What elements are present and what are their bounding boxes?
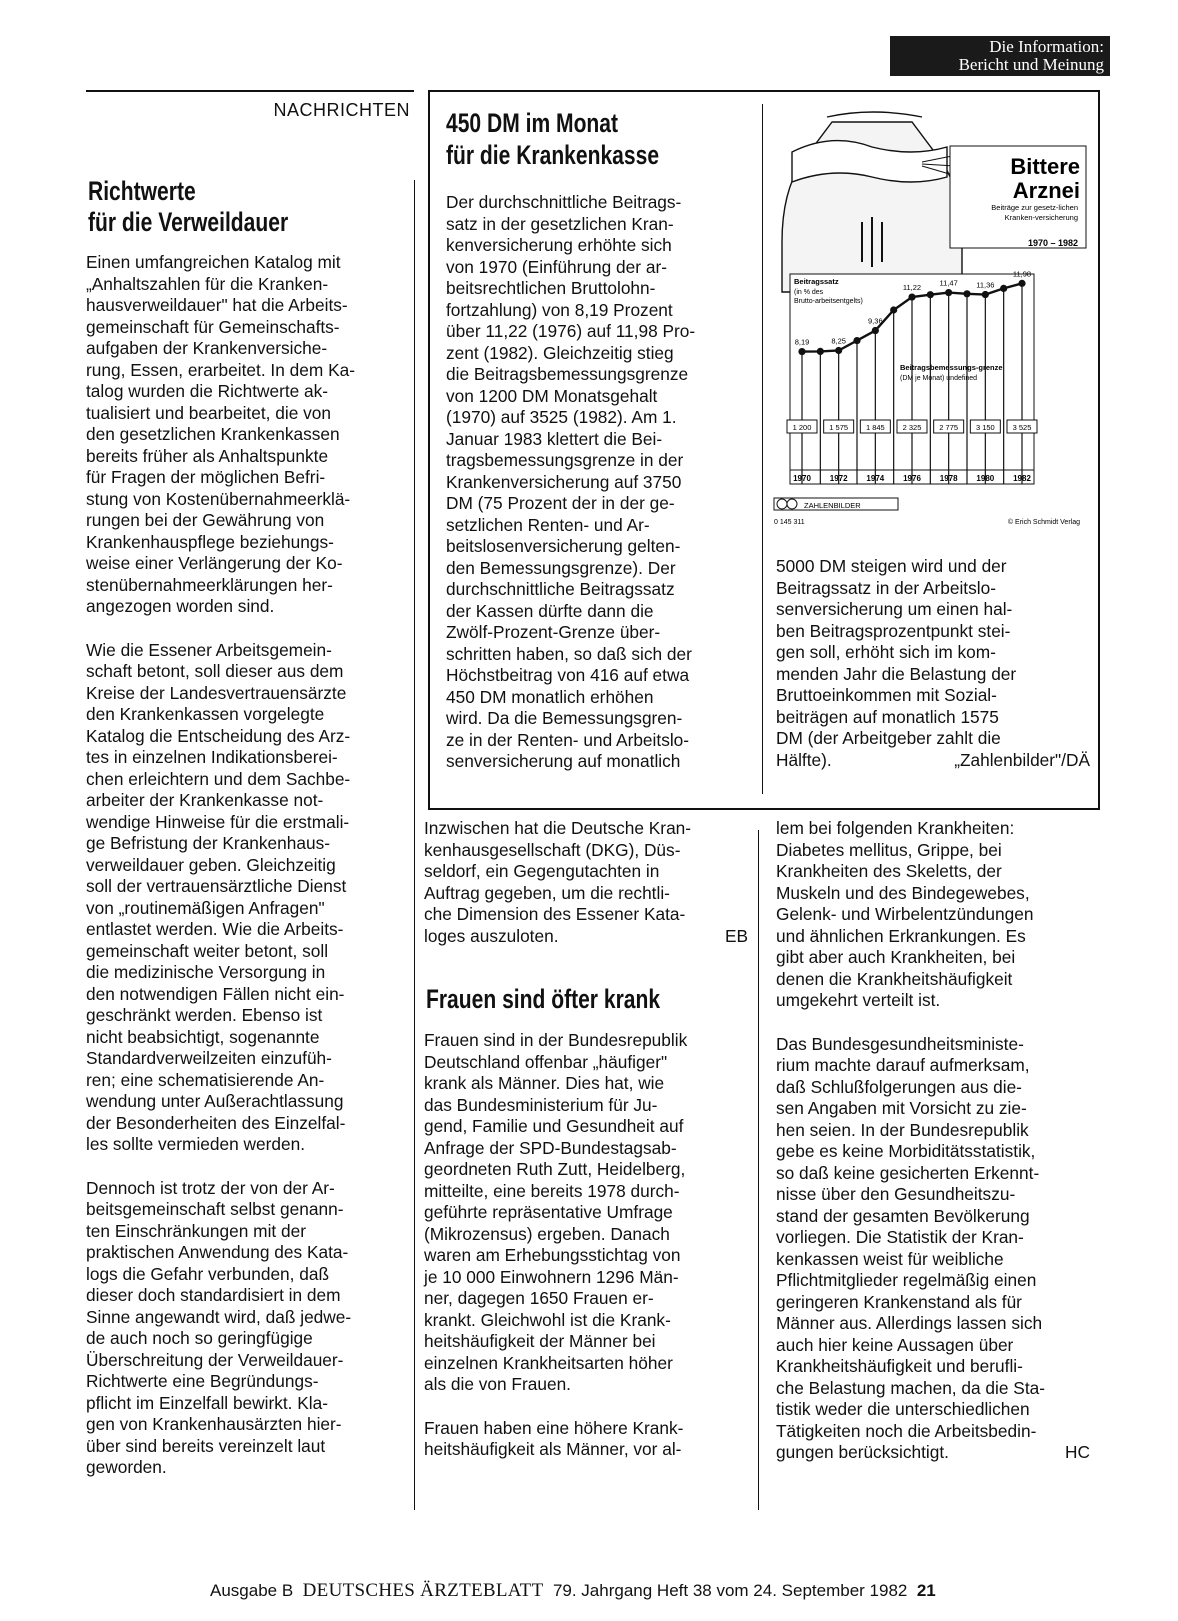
article1-paragraph-1: Einen umfangreichen Katalog mit „Anhaltszahlen für die Kranken- hausverweildauer" hat die Arbeits- gemeinschaft für Gemeinschafts- aufgaben der Krankenversiche- rung, Essen, erarbeitet. In dem Ka- talog wurden die Richtwerte ak- tualisiert und bearbeitet, die von den gesetzlichen Krankenkassen bereits früher als Anhaltspunkte für Fragen der möglichen Befri- stung von Kostenübernahmeerklä- rungen bei der Gewährung von Krankenhauspflege beziehungs- weise einer Verlängerung der Ko- stenübernahmeerklärungen her- angezogen worden sind.: [86, 252, 355, 616]
series1-data-label: 8,25: [831, 336, 846, 346]
continuation-signature: EB: [724, 925, 748, 946]
banner-line1: Die Information:: [989, 37, 1104, 56]
article3-right-text: Das Bundesgesundheitsministe- rium machte darauf aufmerksam, daß Schlußfolgerungen aus die- sen Angaben mit Vorsicht zu zie- hen seien. In der Bundesrepublik gebe es keine Morbiditätsstatistik, so daß keine gesicherten Erkennt- nisse über den Gesundheitszu- stand der gesamten Bevölkerung vorliegen. Die Statistik der Kran- kenkassen weist für weibliche Pflichtmitglieder regelmäßig einen geringeren Krankenstand als für Männer aus. Allerdings lassen sich auch hier keine Aussagen über Krankheitshäufigkeit und berufli- che Belastung machen, da die Sta- tistik weder die unterschiedlichen Tätigkeiten noch die Arbeitsbedin- gungen berücksichtigt.: [776, 1033, 1045, 1462]
article1-paragraph-2: Wie die Essener Arbeitsgemein- schaft betont, soll dieser aus dem Kreise der Landesvertrauensärzte den Krankenkassen vorgelegte Katalog die Entscheidung des Arz- tes in einzelnen Indikationsberei- chen erleichtern und dem Sachbe- arbeiter der Krankenkasse not- wendige Hinweise für die erstmali- ge Befristung der Krankenhaus- verweildauer geben. Gleichzeitig soll der vertrauensärztliche Dienst von „routinemäßigen Anfragen" entlastet werden. Wie die Arbeits- gemeinschaft weiter betont, soll die medizinische Versorgung in den notwendigen Fällen nicht ein- geschränkt werden. Ebenso ist nicht beabsichtigt, sogenannte Standardverweilzeiten einzufüh- ren; eine schematisierende An- wendung unter Außerachtlassung der Besonderheiten des Einzelfal- les sollte vermieden werden.: [86, 639, 351, 1154]
article1-headline-line1: Richtwerte: [88, 176, 196, 206]
chart-title-line1: Bittere: [1010, 154, 1080, 179]
series1-data-label: 11,22: [902, 283, 922, 293]
series1-point: [872, 327, 879, 334]
column-rule-1: [414, 180, 415, 1510]
series1-data-label: 11,36: [976, 280, 995, 290]
series1-point: [963, 290, 970, 297]
box-mid-rule: [762, 104, 763, 794]
article1-paragraph-3: Dennoch ist trotz der von der Ar- beitsgemeinschaft selbst genann- ten Einschränkungen mit der praktischen Anwendung des Kata- logs die Gefahr verbunden, daß dieser doch standardisiert in dem Sinne angewandt wird, daß jedwe- de auch noch so geringfügige Überschreitung der Verweildauer- Richtwerte eine Begründungs- pflicht im Einzelfall bewirkt. Kla- gen von Krankenhausärzten hier- über sind bereits vereinzelt laut geworden.: [86, 1177, 352, 1477]
article2-body: [446, 192, 750, 773]
section-label: NACHRICHTEN: [273, 100, 410, 120]
series2-value-label: 3 525: [1012, 423, 1032, 432]
series1-point: [1018, 280, 1025, 287]
series1-point: [927, 291, 934, 298]
column-rule-2: [758, 830, 759, 1510]
continuation-text: Inzwischen hat die Deutsche Kran- kenhausgesellschaft (DKG), Düs- seldorf, ein Gegengutachten in Auftrag gegeben, um die rechtli- che Dimension des Essener Kata- loges auszuloten.: [424, 818, 692, 946]
article2-right-text: 5000 DM steigen wird und der Beitragssatz in der Arbeitslo- senversicherung um einen hal- ben Beitragsprozentpunkt stei- gen soll, erhöht sich im kom- menden Jahr die Belastung der Bruttoeinkommen mit Sozial- beiträgen auf monatlich 1575 DM (der Arbeitgeber zahlt die Hälfte).: [776, 556, 1017, 770]
chart-credit: © Erich Schmidt Verlag: [1007, 519, 1080, 526]
series2-legend-line2: (DM je Monat) undefined: [900, 375, 978, 382]
series1-legend-line2: (in % des: [794, 289, 824, 296]
series2-value-label: 2 325: [902, 423, 922, 432]
article2-body-right: [776, 556, 1090, 771]
series1-point: [945, 289, 952, 296]
x-tick-label: 1980: [976, 474, 995, 483]
series1-data-label: 9,36: [868, 316, 883, 326]
series2-value-label: 1 845: [865, 423, 885, 432]
page-footer: [210, 1580, 1100, 1602]
series2-value-label: 1 575: [829, 423, 849, 432]
article2-headline-line1: 450 DM im Monat: [446, 108, 619, 138]
footer-journal: DEUTSCHES ÄRZTEBLATT: [302, 1580, 544, 1601]
bottle-illustration: [782, 112, 977, 292]
chart-code: 0 145 311: [774, 519, 805, 526]
series1-point: [908, 293, 915, 300]
series2-value-label: 2 775: [939, 423, 959, 432]
article2-paragraph: Der durchschnittliche Beitrags- satz in der gesetzlichen Kran- kenversicherung erhöhte sich von 1970 (Einführung der ar- beitsrechtlichen Bruttolohn- fortzahlung) von 8,19 Prozent über 11,22 (1976) auf 11,98 Pro- zent (1982). Gleichzeitig stieg die Beitragsbemessungsgrenze von 1200 DM Monatsgehalt (1970) auf 3525 (1982). Am 1. Januar 1983 klettert die Bei- tragsbemessungsgrenze in der Krankenversicherung auf 3750 DM (75 Prozent der in der ge- setzlichen Renten- und Ar- beitslosenversicherung gelten- den Bemessungsgrenze). Der durchschnittliche Beitragssatz der Kassen dürfte dann die Zwölf-Prozent-Grenze über- schritten haben, so daß sich der Höchstbeitrag von 416 auf etwa 450 DM monatlich erhöhen wird. Da die Bemessungsgren- ze in der Renten- und Arbeitslo- senversicherung auf monatlich: [446, 192, 696, 771]
chart-period: 1970 – 1982: [1027, 238, 1078, 248]
article3-signature: HC: [1065, 1442, 1090, 1462]
chart-subtitle-line2: Kranken-versicherung: [1004, 213, 1078, 222]
series1-legend-line3: Brutto-arbeitsentgelts): [794, 298, 863, 305]
series1-data-label: 11,98: [1012, 269, 1032, 279]
series1-point: [835, 347, 842, 354]
continuation-body: [424, 818, 748, 947]
source-badge-label: ZAHLENBILDER: [804, 501, 861, 510]
banner-line2: Bericht und Meinung: [958, 55, 1104, 74]
x-tick-label: 1978: [939, 474, 958, 483]
series1-legend-line1: Beitragssatz: [794, 277, 839, 286]
article3-paragraph-1: Frauen sind in der Bundesrepublik Deutschland offenbar „häufiger" krank als Männer. Dies hat, wie das Bundesministerium für Ju- gend, Familie und Gesundheit auf Anfrage der SPD-Bundestagsab- geordneten Ruth Zutt, Heidelberg, mitteilte, eine bereits 1978 durch- geführte repräsentative Umfrage (Mikrozensus) ergeben. Danach waren am Erhebungsstichtag von je 10 000 Einwohnern 1296 Män- ner, dagegen 1650 Frauen er- krankt. Gleichwohl ist die Krank- heitshäufigkeit der Männer bei einzelnen Krankheitsarten höher als die von Frauen.: [424, 1030, 688, 1394]
chart-title-line2: Arznei: [1012, 178, 1080, 203]
section-banner: [890, 36, 1110, 76]
series1-point: [982, 291, 989, 298]
box-bottom-rule: [428, 808, 1100, 810]
article3-paragraph-2: Frauen haben eine höhere Krank- heitshäufigkeit als Männer, vor al-: [424, 1417, 684, 1459]
x-tick-label: 1976: [903, 474, 921, 483]
series1-point: [798, 348, 805, 355]
x-tick-label: 1982: [1013, 474, 1031, 483]
x-tick-label: 1972: [829, 474, 848, 483]
footer-issue: 79. Jahrgang Heft 38 vom 24. September 1982: [552, 1581, 908, 1600]
article1-body: [86, 252, 404, 1479]
x-tick-label: 1970: [793, 474, 811, 483]
series2-legend-line1: Beitragsbemessungs-grenze: [900, 363, 1003, 372]
chart-subtitle-line1: Beiträge zur gesetz-lichen: [991, 203, 1078, 212]
article2-paragraph-right: [776, 556, 1090, 771]
series2-value-label: 3 150: [975, 423, 995, 432]
series1-point: [853, 337, 860, 344]
box-top-rule: [428, 90, 1100, 92]
article2-signature: „Zahlenbilder"/DÄ: [954, 749, 1090, 770]
series1-data-label: 11,47: [939, 278, 958, 288]
x-tick-label: 1974: [866, 474, 885, 483]
article1-headline-line2: für die Verweildauer: [88, 207, 289, 237]
article3-right-paragraph-2: [776, 1034, 1090, 1464]
box-right-rule: [1098, 90, 1100, 810]
article3-headline: Frauen sind öfter krank: [426, 984, 661, 1014]
footer-page-number: 21: [916, 1581, 936, 1600]
series1-point: [890, 306, 897, 313]
continuation-paragraph: [424, 818, 748, 947]
series2-value-label: 1 200: [792, 423, 812, 432]
article3-right-paragraph-1: lem bei folgenden Krankheiten: Diabetes mellitus, Grippe, bei Krankheiten des Skeletts, der Muskeln und des Bindegewebes, Gelenk- und Wirbelentzündungen und ähnlichen Erkrankungen. Es gibt aber auch Krankheiten, bei denen die Krankheitshäufigkeit umgekehrt verteilt ist.: [776, 818, 1034, 1010]
article2-headline-line2: für die Krankenkasse: [446, 140, 660, 170]
article3-body-right: [776, 818, 1090, 1464]
article3-body: [424, 1030, 748, 1461]
footer-edition: Ausgabe B: [210, 1581, 294, 1600]
top-rule-left: [86, 90, 414, 92]
series1-point: [1000, 285, 1007, 292]
series1-point: [817, 348, 824, 355]
series1-data-label: 8,19: [794, 337, 810, 347]
contribution-chart: [772, 102, 1090, 552]
box-left-rule: [428, 90, 430, 810]
